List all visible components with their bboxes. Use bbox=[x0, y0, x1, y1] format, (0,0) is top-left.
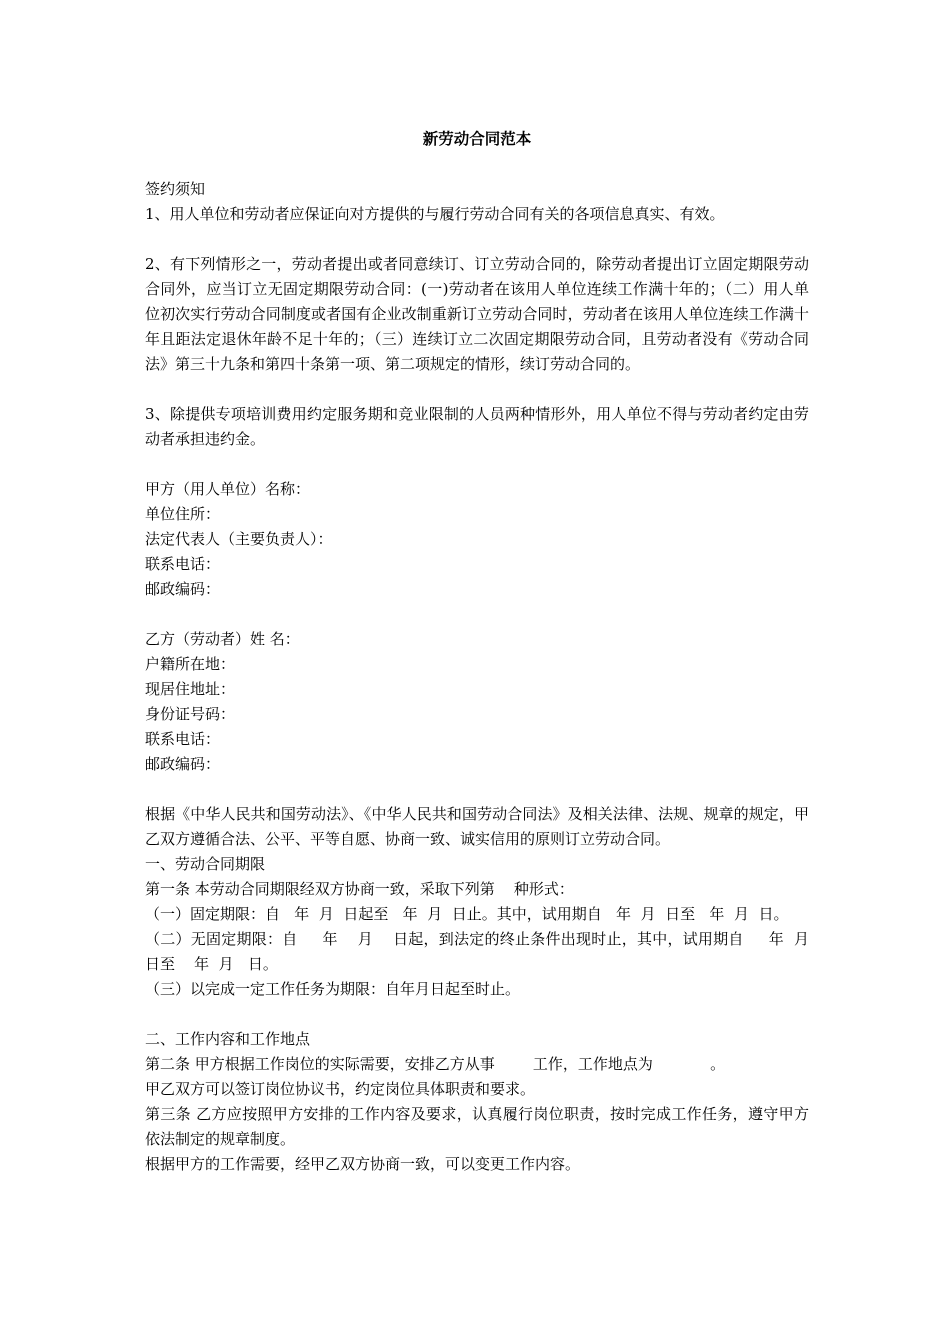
article-3: 第三条 乙方应按照甲方安排的工作内容及要求，认真履行岗位职责，按时完成工作任务，遵守甲方依法制定的规章制度。 bbox=[145, 1105, 809, 1148]
article-1: 第一条 本劳动合同期限经双方协商一致，采取下列第 种形式： bbox=[145, 880, 574, 898]
section-1-heading: 一、劳动合同期限 bbox=[145, 855, 266, 873]
party-a-legal-rep: 法定代表人（主要负责人）： bbox=[145, 530, 333, 548]
document-body bbox=[145, 126, 824, 1177]
notice-heading: 签约须知 bbox=[145, 180, 206, 198]
party-b-phone: 联系电话： bbox=[145, 730, 221, 748]
party-a-name: 甲方（用人单位）名称： bbox=[145, 480, 311, 498]
spacer bbox=[145, 227, 809, 252]
notice-item-3: 3、除提供专项培训费用约定服务期和竞业限制的人员两种情形外，用人单位不得与劳动者约定由劳动者承担违约金。 bbox=[145, 405, 809, 448]
article-2-supplement: 甲乙双方可以签订岗位协议书，约定岗位具体职责和要求。 bbox=[145, 1080, 536, 1098]
party-b-postcode: 邮政编码： bbox=[145, 755, 221, 773]
spacer bbox=[145, 377, 809, 402]
term-open: （二）无固定期限：自 年 月 日起，到法定的终止条件出现时止，其中，试用期自 年 月 日至 年 月 日。 bbox=[145, 930, 824, 973]
document-title: 新劳动合同范本 bbox=[422, 129, 532, 148]
party-b-residence: 现居住地址： bbox=[145, 680, 236, 698]
notice-item-2: 2、有下列情形之一，劳动者提出或者同意续订、订立劳动合同的，除劳动者提出订立固定期限劳动合同外，应当订立无固定期限劳动合同：(一)劳动者在该用人单位连续工作满十年的；（二）用人单位初次实行劳动合同制度或者国有企业改制重新订立劳动合同时，劳动者在该用人单位连续工作满十年且距法定退休年龄不足十年的；（三）连续订立二次固定期限劳动合同，且劳动者没有《劳动合同法》第三十九条和第四十条第一项、第二项规定的情形，续订劳动合同的。 bbox=[145, 255, 809, 373]
article-2: 第二条 甲方根据工作岗位的实际需要，安排乙方从事 工作，工作地点为 。 bbox=[145, 1055, 726, 1073]
preamble: 根据《中华人民共和国劳动法》、《中华人民共和国劳动合同法》及相关法律、法规、规章的规定，甲乙双方遵循合法、公平、平等自愿、协商一致、诚实信用的原则订立劳动合同。 bbox=[145, 805, 809, 848]
spacer bbox=[145, 602, 809, 627]
party-a-phone: 联系电话： bbox=[145, 555, 221, 573]
party-a-address: 单位住所： bbox=[145, 505, 221, 523]
party-b-id-number: 身份证号码： bbox=[145, 705, 236, 723]
term-fixed: （一）固定期限：自 年 月 日起至 年 月 日止。其中，试用期自 年 月 日至 年 月 日。 bbox=[145, 905, 789, 923]
spacer bbox=[145, 452, 809, 477]
party-b-name: 乙方（劳动者）姓 名： bbox=[145, 630, 300, 648]
notice-item-1: 1、用人单位和劳动者应保证向对方提供的与履行劳动合同有关的各项信息真实、有效。 bbox=[145, 205, 725, 223]
article-3-supplement: 根据甲方的工作需要，经甲乙双方协商一致，可以变更工作内容。 bbox=[145, 1155, 581, 1173]
term-task: （三）以完成一定工作任务为期限：自年月日起至时止。 bbox=[145, 980, 521, 998]
section-2-heading: 二、工作内容和工作地点 bbox=[145, 1030, 311, 1048]
party-b-hukou: 户籍所在地： bbox=[145, 655, 236, 673]
spacer bbox=[145, 777, 809, 802]
party-a-postcode: 邮政编码： bbox=[145, 580, 221, 598]
spacer bbox=[145, 1002, 809, 1027]
